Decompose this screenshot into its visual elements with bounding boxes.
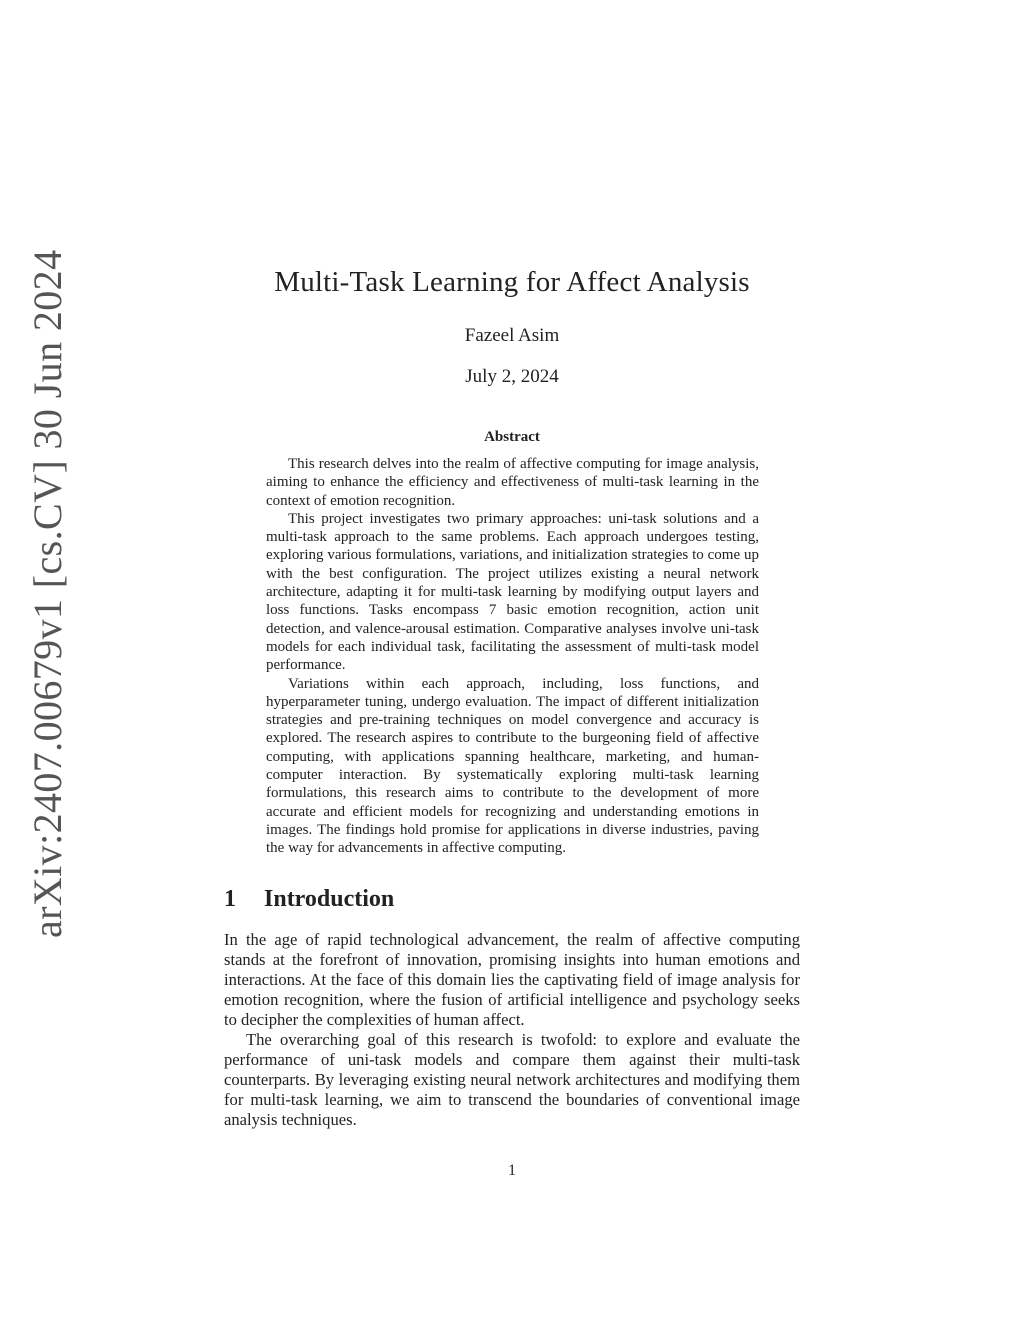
body-paragraph: In the age of rapid technological advancement, the realm of affective computing stands at the forefront of innovation, promising insights into human emotions and interactions. At the face of this domain lies the captivating field of image analysis for emotion recognition, where the fusion of artificial intelligence and psychology seeks to decipher the complexities of human affect.	[224, 930, 800, 1029]
abstract-paragraph: Variations within each approach, including, loss functions, and hyperparameter tuning, undergo evaluation. The impact of different initialization strategies and pre-training techniques on model convergence and accuracy is explored. The research aspires to contribute to the burgeoning field of affective computing, with applications spanning healthcare, marketing, and human-computer interaction. By systematically exploring multi-task learning formulations, this research aims to contribute to the development of more accurate and efficient models for recognizing and understanding emotions in images. The findings hold promise for applications in diverse industries, paving the way for advancements in affective computing.	[266, 675, 759, 857]
abstract-paragraph: This research delves into the realm of affective computing for image analysis, aiming to enhance the efficiency and effectiveness of multi-task learning in the context of emotion recognition.	[266, 456, 759, 509]
abstract-paragraph: This project investigates two primary approaches: uni-task solutions and a multi-task approach to the same problems. Each approach undergoes testing, exploring various formulations, variations, and initialization strategies to come up with the best configuration. The project utilizes existing a neural network architecture, adapting it for multi-task learning by modifying output layers and loss functions. Tasks encompass 7 basic emotion recognition, action unit detection, and valence-arousal estimation. Comparative analyses involve uni-task models for each individual task, facilitating the assessment of multi-task model performance.	[266, 510, 759, 674]
paper-date: July 2, 2024	[465, 366, 559, 387]
introduction-body	[224, 930, 800, 1130]
paper-author: Fazeel Asim	[464, 325, 560, 346]
body-paragraph: The overarching goal of this research is twofold: to explore and evaluate the performance of uni-task models and compare them against their multi-task counterparts. By leveraging existing neural network architectures and modifying them for multi-task learning, we aim to transcend the boundaries of conventional image analysis techniques.	[224, 1030, 800, 1129]
arxiv-identifier-stamp: arXiv:2407.00679v1 [cs.CV] 30 Jun 2024	[25, 249, 70, 938]
section-title: Introduction	[264, 886, 395, 912]
section-number: 1	[224, 886, 236, 912]
page-number: 1	[508, 1162, 516, 1179]
paper-title: Multi-Task Learning for Affect Analysis	[274, 266, 750, 298]
section-heading-introduction	[224, 886, 394, 913]
abstract-body	[266, 455, 759, 858]
abstract-heading: Abstract	[484, 429, 540, 445]
